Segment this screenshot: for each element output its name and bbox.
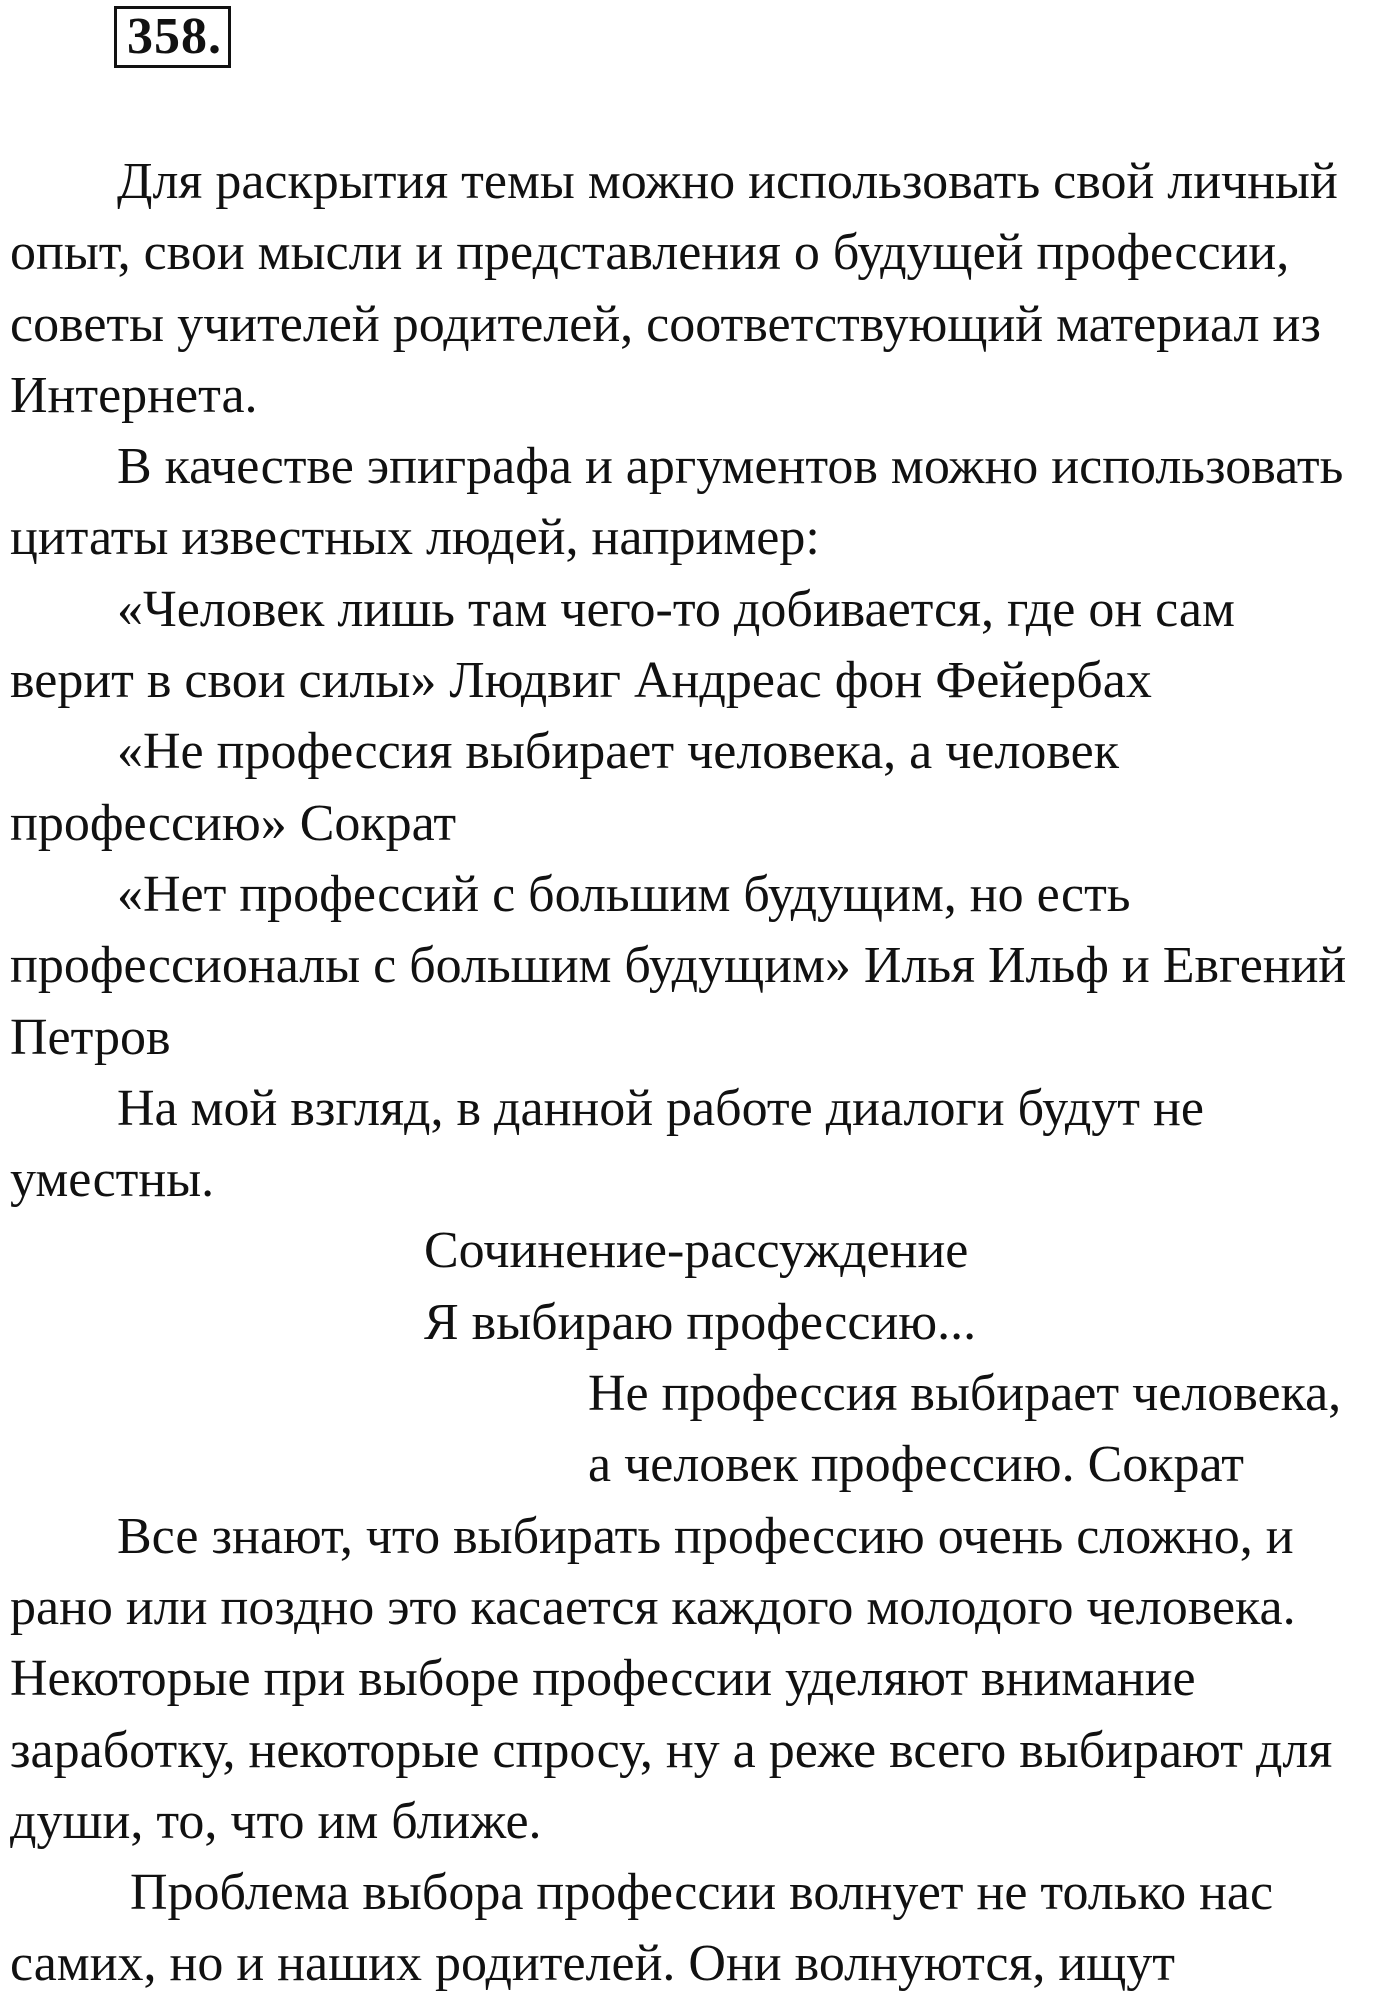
text-line: заработку, некоторые спросу, ну а реже всего выбирают для (10, 1721, 1333, 1779)
quote-socrates (10, 716, 1395, 859)
quote-feuerbach (10, 574, 1395, 717)
text-line: уместны. (10, 1151, 215, 1209)
essay-genre: Сочинение-рассуждение (424, 1222, 969, 1280)
text-line: «Нет профессий с большим будущим, но есть (117, 865, 1131, 923)
text-line: Проблема выбора профессии волнует не только нас (117, 1864, 1274, 1922)
text-line: «Человек лишь там чего-то добивается, где он сам (117, 580, 1235, 638)
text-line: профессию» Сократ (10, 794, 457, 852)
paragraph-intro (10, 146, 1395, 431)
text-line: «Не профессия выбирает человека, а человек (117, 723, 1120, 781)
text-line: души, то, что им ближе. (10, 1792, 542, 1850)
text-line: На мой взгляд, в данной работе диалоги будут не (117, 1079, 1204, 1137)
text-line: рано или поздно это касается каждого молодого человека. (10, 1578, 1296, 1636)
essay-title: Я выбираю профессию... (424, 1293, 977, 1351)
essay-epigraph (10, 1358, 1395, 1501)
paragraph-epigraph-advice (10, 431, 1395, 574)
essay-paragraph-2 (10, 1857, 1395, 2000)
text-line: цитаты известных людей, например: (10, 509, 820, 567)
text-line: верит в свои силы» Людвиг Андреас фон Фейербах (10, 652, 1152, 710)
body-text (10, 146, 1395, 2000)
text-line: Все знают, что выбирать профессию очень сложно, и (117, 1507, 1294, 1565)
quote-ilf-petrov (10, 859, 1395, 1073)
text-line: Некоторые при выборе профессии уделяют внимание (10, 1650, 1196, 1708)
essay-paragraph-1 (10, 1501, 1395, 1857)
text-line: самих, но и наших родителей. Они волнуются, ищут (10, 1935, 1176, 1993)
text-line: В качестве эпиграфа и аргументов можно использовать (117, 438, 1344, 496)
task-number-box: 358. (114, 6, 231, 68)
text-line: Интернета. (10, 366, 258, 424)
text-line: Для раскрытия темы можно использовать свой личный (117, 153, 1338, 210)
text-line: а человек профессию. Сократ (588, 1436, 1244, 1494)
text-line: Петров (10, 1008, 171, 1066)
text-line: Не профессия выбирает человека, (588, 1365, 1342, 1423)
text-line: опыт, свои мысли и представления о будущей профессии, (10, 224, 1290, 282)
paragraph-dialogues (10, 1073, 1395, 1216)
text-line: профессионалы с большим будущим» Илья Ильф и Евгений (10, 937, 1347, 995)
text-line: советы учителей родителей, соответствующий материал из (10, 295, 1321, 353)
